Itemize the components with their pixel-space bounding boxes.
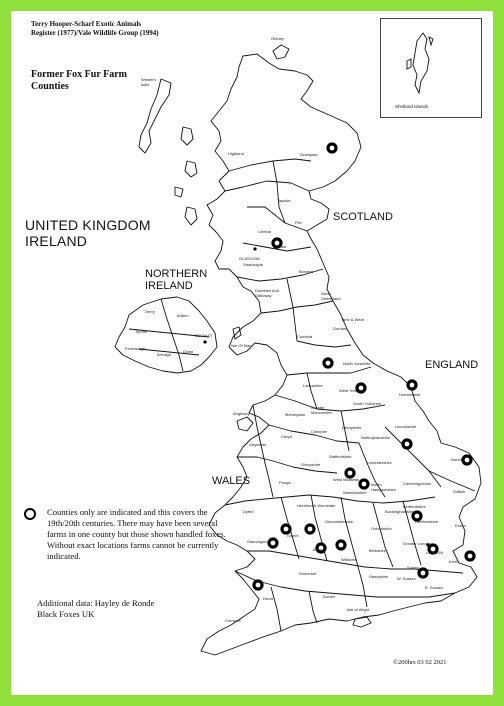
county-label-derbyshire: Derbyshire	[342, 425, 362, 430]
county-label-london: LONDON	[426, 550, 444, 555]
county-label-northumberland: North Umberland	[321, 291, 341, 301]
county-label-armagh: Armagh	[157, 352, 172, 357]
county-label-durham: Durham	[333, 326, 348, 331]
county-label-wiltshire: Wiltshire	[341, 557, 357, 562]
county-label-warwickshire: Warwickshire	[343, 490, 367, 495]
farm-marker-devon	[254, 581, 262, 589]
source-line-1: Additional data: Hayley de Ronde	[37, 598, 155, 608]
county-label-clwyd: Clwyd	[281, 434, 292, 439]
region-label-northern-ireland: IRELAND	[145, 280, 193, 292]
county-label-central: Central	[258, 229, 271, 234]
county-label-west-yorkshire: West Yorkshire	[339, 388, 366, 393]
county-label-cheshire: Cheshire	[311, 429, 328, 434]
county-label-gloucestershire: Gloucestershire	[325, 519, 354, 524]
county-label-hampshire: Hampshire	[369, 574, 389, 579]
western-isles-outline	[139, 79, 171, 153]
farm-marker-wiltshire	[337, 541, 345, 549]
county-label-isle-of-man: Isle Of Man	[231, 343, 252, 348]
farm-marker-surrey	[419, 569, 427, 577]
farm-marker-grampian	[328, 144, 336, 152]
county-label-northamptonshire: North-Hamptonshire	[371, 482, 396, 492]
county-label-south-yorkshire: South Yorkshire	[353, 401, 382, 406]
county-label-cornwall: Cornwall	[225, 618, 241, 623]
county-label-norfolk: Norfolk	[451, 457, 464, 462]
county-label-staffordshire: Staffordshire	[329, 454, 352, 459]
source-line-2: Black Foxes UK	[37, 609, 95, 619]
county-label-gwynedd: Gwynedd	[249, 442, 266, 447]
county-label-lincolnshire: Lincolnshire	[395, 424, 417, 429]
county-label-anglesey: Anglesey	[233, 411, 250, 416]
farm-marker-gwent	[282, 525, 290, 533]
county-label-derry: Derry	[145, 309, 155, 314]
county-label-devon: Devon	[263, 596, 275, 601]
county-label-cambridgeshire: Cambridgeshire	[403, 481, 432, 486]
legend-notes: Counties only are indicated and this covers the 19th/20th centuries. There may have been several farms in one county but those shown handled foxes. Without exact locations farms cannot be currently indicated.	[47, 507, 226, 561]
county-label-greater-london: Greater London	[403, 541, 432, 546]
county-label-dumfries: Dumfries And Galloway	[255, 288, 280, 298]
region-label-scotland: SCOTLAND	[333, 211, 393, 223]
county-label-humberside: Humberside	[399, 392, 421, 397]
farm-marker-kent	[466, 552, 474, 560]
fox-farm-markers	[254, 59, 474, 589]
county-label-belfast: BELFAST	[195, 333, 213, 338]
county-label-western-isles: Western Isles	[141, 77, 156, 87]
county-label-antrim: Antrim	[177, 313, 189, 318]
county-label-greater-manchester: Greater Manchester	[311, 405, 332, 415]
farm-marker-humberside	[408, 381, 416, 389]
county-label-berkshire: Berkshire	[369, 548, 386, 553]
county-label-e-sussex: E. Sussex	[425, 585, 444, 590]
county-label-cumbria: Cumbria	[297, 334, 313, 339]
farm-marker-northamptonshire	[360, 480, 368, 488]
farm-marker-lincolnshire	[403, 440, 411, 448]
county-label-bedfordshire: Bedfordshire	[403, 504, 426, 509]
county-label-borders: Borders	[299, 269, 314, 274]
farm-marker-gloucestershire	[306, 525, 314, 533]
county-label-hereford-worcester: Hereford & Worcester	[297, 503, 336, 508]
county-label-avon: Avon	[313, 547, 323, 552]
region-label-northern: NORTHERN	[145, 268, 208, 280]
county-label-lothian: Lothian	[273, 244, 287, 249]
region-label-wales: WALES	[212, 475, 251, 487]
county-label-tyrone: Tyrone	[135, 329, 148, 334]
county-label-leicestershire: Leicestershire	[367, 460, 392, 465]
shetland-islands-map	[381, 19, 481, 117]
shetland-inset	[380, 18, 482, 118]
county-label-suffolk: Suffolk	[453, 489, 466, 494]
county-label-fife: Fife	[295, 220, 302, 225]
county-label-w-sussex: W. Sussex	[397, 576, 416, 581]
county-label-merseyside: Merseyside	[285, 412, 306, 417]
county-label-isle-of-wight: Isle of Wight	[347, 607, 370, 612]
farm-marker-glamorgan	[269, 539, 277, 547]
county-label-essex: Essex	[455, 523, 466, 528]
county-label-highland: Highland	[228, 151, 244, 156]
county-label-fermanagh: Fermanagh	[125, 346, 146, 351]
county-label-buckinghamshire: Buckinghamshire	[385, 509, 416, 514]
legend-marker-icon	[24, 508, 36, 520]
great-britain-outline	[201, 54, 481, 655]
county-label-tayside: Tayside	[277, 198, 291, 203]
region-label-ireland: IRELAND	[25, 233, 88, 249]
county-label-north-yorkshire: North Yorkshire	[343, 361, 371, 366]
county-label-west-midlands: West Midlands	[333, 477, 360, 482]
farm-marker-north-yorkshire	[324, 359, 332, 367]
county-label-down: Down	[183, 349, 194, 354]
farm-marker-norfolk	[463, 456, 471, 464]
county-label-gwent: Gwent	[287, 533, 299, 538]
county-label-shropshire: Shropshire	[301, 462, 321, 467]
county-label-nottinghamshire: Nottinghamshire	[361, 435, 391, 440]
county-label-dyfed: Dyfed	[243, 509, 254, 514]
farm-marker-staffordshire	[346, 469, 354, 477]
county-label-tyne-wear: Tyne & Wear	[341, 317, 365, 322]
county-label-strathclyde: Strathclyde	[243, 262, 264, 267]
footer-copyright: ©200hrs 03 02 2021	[393, 659, 447, 666]
county-label-oxfordshire: Oxfordshire	[371, 526, 392, 531]
county-label-dorset: Dorset	[323, 594, 335, 599]
county-label-glasgow: GLASGOW	[239, 256, 260, 261]
county-label-kent: Kent	[449, 559, 458, 564]
region-label-england: ENGLAND	[425, 359, 479, 371]
county-label-powys: Powys	[279, 480, 291, 485]
region-label-uk: UNITED KINGDOM	[25, 217, 151, 233]
shetland-label: Shetland Islands	[395, 104, 429, 109]
map-sheet	[11, 11, 493, 695]
source-note	[37, 598, 187, 620]
county-label-grampian: Grampian	[300, 152, 318, 157]
county-label-surrey: Surrey	[407, 565, 419, 570]
credit-text: Terry Hooper-Scharf Exotic Animals Register (1977)/Vale Wildlife Group (1994)	[31, 20, 159, 37]
county-label-hertfordshire: Hertfordshire	[415, 519, 439, 524]
county-label-glamorgan: Glamorgan	[247, 539, 267, 544]
map-title: Former Fox Fur Farm Counties	[31, 69, 127, 92]
county-label-lancashire: Lancashire	[303, 383, 323, 388]
county-label-somerset: Somerset	[299, 571, 317, 576]
county-label-orkney: Orkney	[271, 36, 284, 41]
